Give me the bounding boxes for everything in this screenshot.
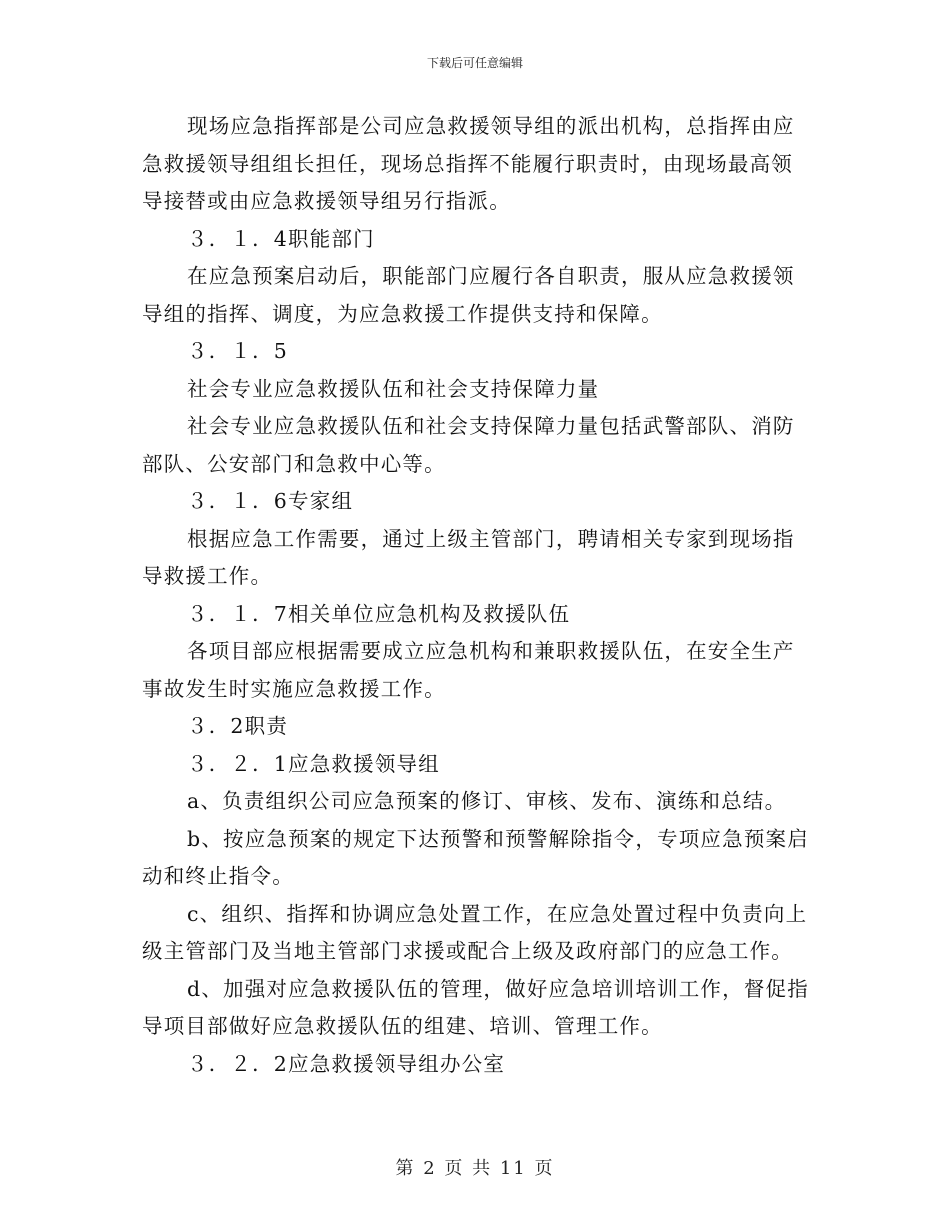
text-line: 导项目部做好应急救援队伍的组建、培训、管理工作。: [142, 1014, 663, 1038]
text-line: ３．２．1应急救援领导组: [187, 751, 440, 776]
text-line: 各项目部应根据需要成立应急机构和兼职救援队伍，在安全生产: [187, 639, 795, 663]
text-line: ３．１．6专家组: [187, 489, 354, 513]
text-line: 动和终止指令。: [142, 864, 294, 888]
text-line: 导救援工作。: [142, 564, 273, 588]
text-line: 级主管部门及当地主管部门求援或配合上级及政府部门的应急工作。: [142, 939, 793, 963]
text-line: 社会专业应急救援队伍和社会支持保障力量包括武警部队、消防: [187, 414, 795, 438]
text-line: ３．１．7相关单位应急机构及救援队伍: [187, 601, 571, 626]
text-line: 根据应急工作需要，通过上级主管部门，聘请相关专家到现场指: [187, 526, 795, 551]
text-line: 部队、公安部门和急救中心等。: [142, 451, 446, 476]
text-line: a、负责组织公司应急预案的修订、审核、发布、演练和总结。: [187, 789, 787, 813]
text-line: d、加强对应急救援队伍的管理，做好应急培训培训工作，督促指: [187, 976, 809, 1001]
text-line: c、组织、指挥和协调应急处置工作，在应急处置过程中负责向上: [187, 901, 808, 926]
text-line: ３．１．5: [187, 339, 289, 363]
text-line: ３．２．2应急救援领导组办公室: [187, 1051, 506, 1076]
page-footer: 第 2 页 共 11 页: [395, 1158, 555, 1179]
text-line: 导组的指挥、调度，为应急救援工作提供支持和保障。: [142, 301, 663, 326]
text-line: 事故发生时实施应急救援工作。: [142, 676, 446, 701]
page-header: 下载后可任意编辑: [426, 56, 523, 70]
text-line: 现场应急指挥部是公司应急救援领导组的派出机构，总指挥由应: [187, 114, 795, 138]
text-line: ３．１．4职能部门: [187, 226, 375, 251]
text-line: 导接替或由应急救援领导组另行指派。: [142, 189, 511, 213]
text-line: 社会专业应急救援队伍和社会支持保障力量: [187, 376, 600, 401]
text-line: 在应急预案启动后，职能部门应履行各自职责，服从应急救援领: [187, 264, 795, 288]
text-line: ３．2职责: [187, 714, 289, 738]
text-line: b、按应急预案的规定下达预警和预警解除指令，专项应急预案启: [187, 826, 809, 851]
text-line: 急救援领导组组长担任，现场总指挥不能履行职责时，由现场最高领: [142, 151, 793, 176]
document-body: [142, 108, 810, 1083]
